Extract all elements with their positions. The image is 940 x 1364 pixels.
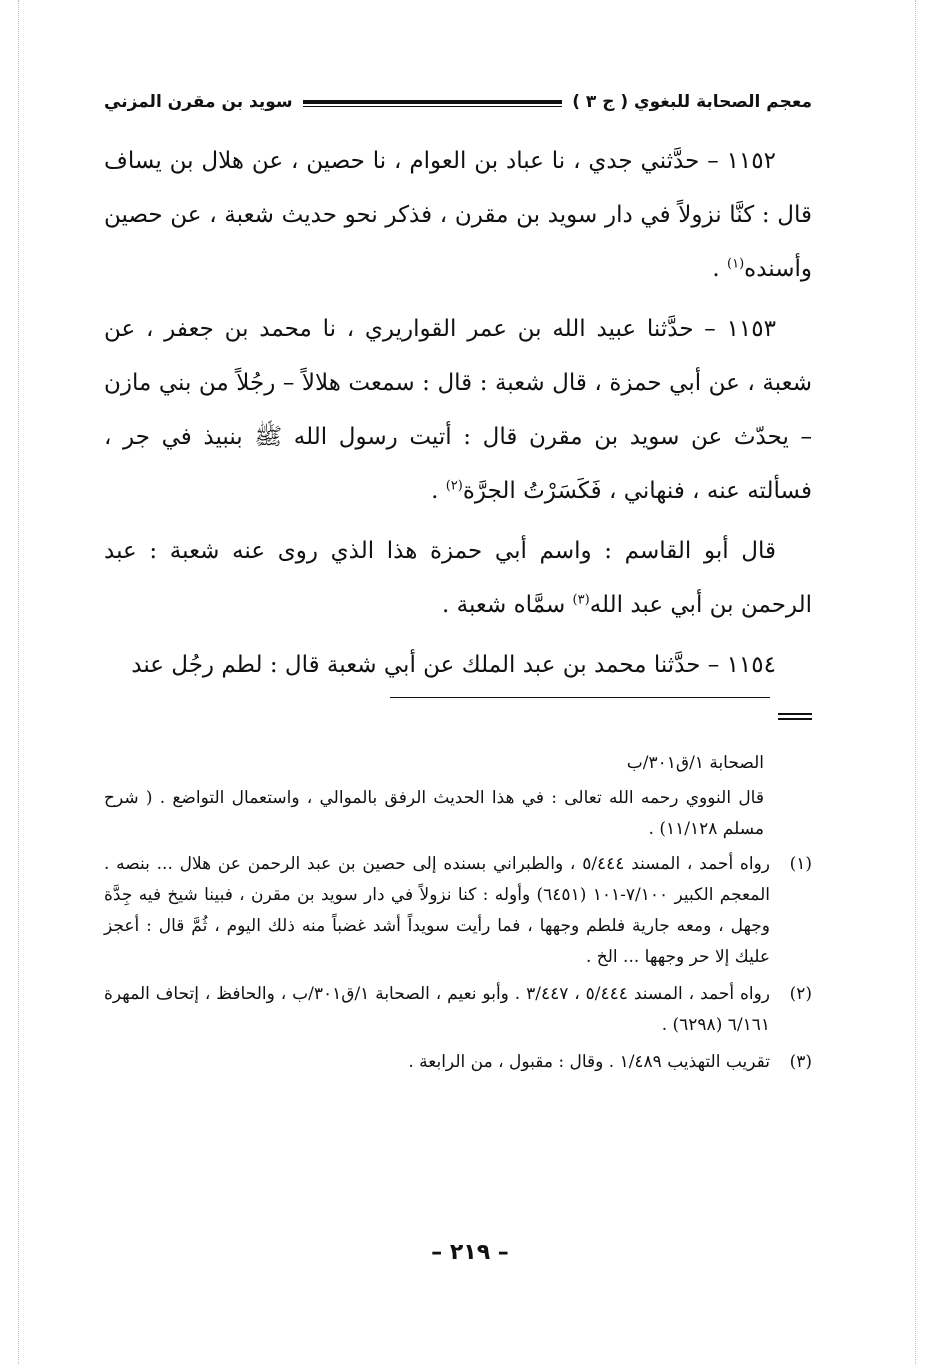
footnotes <box>104 748 812 1084</box>
author-note: قال أبو القاسم : واسم أبي حمزة هذا الذي روى عنه شعبة : عبد الرحمن بن أبي عبد الله$^{(٣)}$ سمَّاه شعبة . <box>104 538 812 618</box>
footnote-separator <box>390 697 770 698</box>
hadith-1153: ١١٥٣ – حدَّثنا عبيد الله بن عمر القواريري ، نا محمد بن جعفر ، عن شعبة ، عن أبي حمزة ، قال شعبة : قال : سمعت هلالاً – رجُلاً من بني مازن – يحدّث عن سويد بن مقرن قال : أتيت رسول الله ﷺ بنبيذ في جر ، فسألته عنه ، فنهاني ، فَكَسَرْتُ الجرَّة$^{(٢)}$ . <box>104 316 812 504</box>
page-edge-left <box>18 0 19 1364</box>
footnote-text: رواه أحمد ، المسند ٥/٤٤٤ ، والطبراني بسنده إلى حصين بن عبد الرحمن عن هلال ... بنصه . المعجم الكبير ٧/١٠٠-١٠١ (٦٤٥١) وأوله : كنا نزولاً في دار سويد بن مقرن ، فبينا شيخ فيه جِدَّة وجهل ، ومعه جارية فلطم وجهها ، فما رأيت سويداً أشد غضباً منه ذلك اليوم ، ثُمَّ قال : أعجز عليك إلا حر وجهها ... الخ . <box>104 854 770 967</box>
footnote-text: تقريب التهذيب ١/٤٨٩ . وقال : مقبول ، من الرابعة . <box>408 1052 770 1072</box>
main-text <box>104 134 812 698</box>
footnote-item <box>104 1047 812 1078</box>
header-book-title: معجم الصحابة للبغوي ( ج ٣ ) <box>572 92 812 112</box>
footnote-continuation-2: قال النووي رحمه الله تعالى : في هذا الحديث الرفق بالموالي ، واستعمال التواضع . ( شرح مسلم ١١/١٢٨) . <box>104 788 764 839</box>
footnote-number: (٢) <box>789 984 812 1004</box>
page-edge-right <box>915 0 916 1364</box>
footnote-text: رواه أحمد ، المسند ٥/٤٤٤ ، ٣/٤٤٧ . وأبو نعيم ، الصحابة ١/ق٣٠١/ب ، والحافظ ، إتحاف المهرة ٦/١٦١ (٦٢٩٨) . <box>104 984 771 1035</box>
header-section-title: سويد بن مقرن المزني <box>104 92 293 112</box>
header-rule <box>303 100 563 104</box>
footnote-number: (٣) <box>789 1052 812 1072</box>
footnote-separator-mark <box>778 713 812 720</box>
footnote-continuation-1: الصحابة ١/ق٣٠١/ب <box>626 753 764 773</box>
footnote-number: (١) <box>789 854 812 874</box>
footnote-ref-3: (٣) <box>572 592 590 608</box>
hadith-1154: ١١٥٤ – حدَّثنا محمد بن عبد الملك عن أبي شعبة قال : لطم رجُل عند <box>131 652 776 678</box>
page-number: – ٢١٩ – <box>431 1240 509 1265</box>
footnote-item <box>104 979 812 1041</box>
footnote-ref-2: (٢) <box>445 478 463 494</box>
running-header <box>104 84 812 120</box>
hadith-1152: ١١٥٢ – حدَّثني جدي ، نا عباد بن العوام ، نا حصين ، عن هلال بن يساف قال : كنَّا نزولاً في دار سويد بن مقرن ، فذكر نحو حديث شعبة ، عن حصين وأسنده$^{(١)}$ . <box>104 148 812 282</box>
footnote-ref-1: (١) <box>727 256 745 272</box>
footnote-item <box>104 849 812 973</box>
